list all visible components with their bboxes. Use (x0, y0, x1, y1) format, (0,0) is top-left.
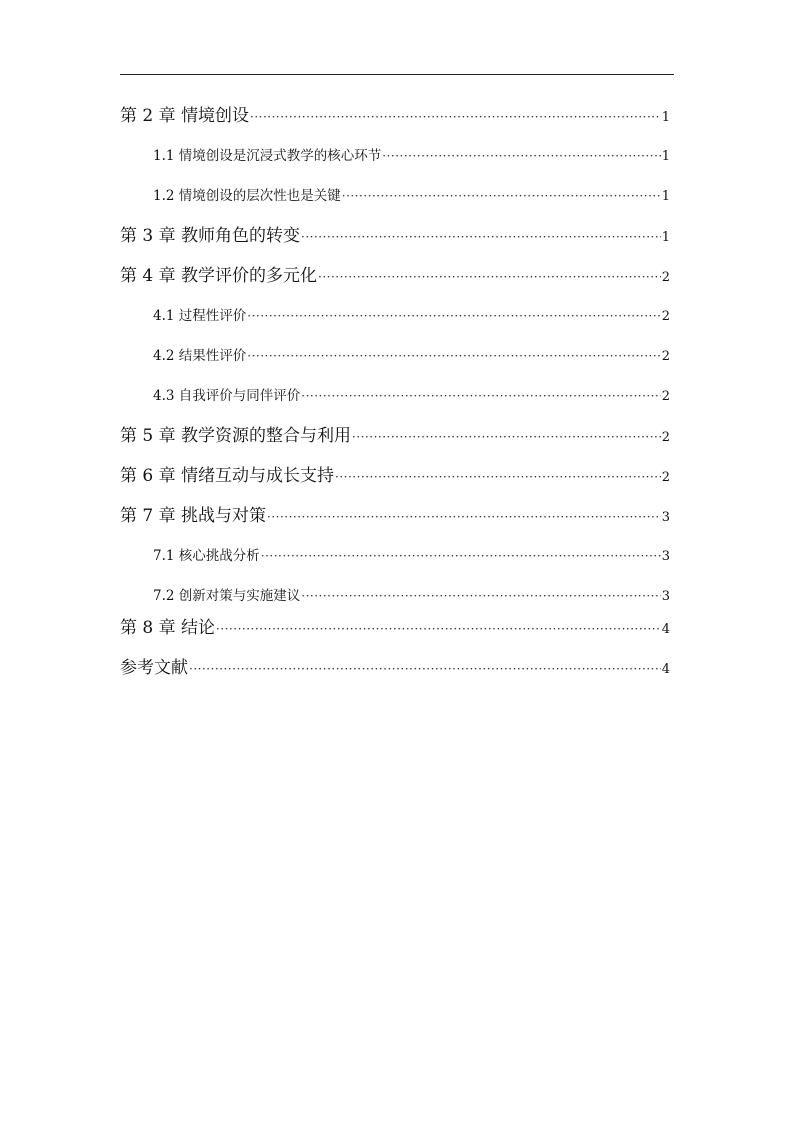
toc-dot-leader (261, 538, 661, 574)
toc-entry-label: 4.1 过程性评价 (153, 308, 247, 324)
toc-page-number: 2 (661, 470, 670, 485)
toc-page-number: 3 (661, 589, 670, 604)
toc-dot-leader (342, 178, 661, 214)
toc-entry-label: 1.1 情境创设是沉浸式教学的核心环节 (153, 148, 382, 164)
toc-page-number: 3 (661, 549, 670, 564)
toc-entry-label: 4.3 自我评价与同伴评价 (153, 388, 301, 404)
toc-dot-leader (318, 259, 661, 295)
toc-dot-leader (247, 298, 660, 334)
toc-entry-label: 第 3 章 教师角色的转变 (120, 226, 301, 246)
toc-page-number: 2 (661, 270, 670, 285)
toc-entry-chapter-7[interactable] (120, 498, 670, 538)
toc-entry-label: 7.1 核心挑战分析 (153, 548, 260, 564)
toc-entry-section-7-2[interactable] (120, 578, 670, 610)
toc-page-number: 1 (661, 189, 670, 204)
toc-entry-chapter-5[interactable] (120, 418, 670, 458)
header-rule (120, 74, 674, 75)
toc-page-number: 2 (661, 430, 670, 445)
table-of-contents (120, 98, 670, 690)
toc-entry-label: 1.2 情境创设的层次性也是关键 (153, 188, 341, 204)
toc-dot-leader (352, 419, 661, 455)
toc-entry-label: 第 5 章 教学资源的整合与利用 (120, 426, 352, 446)
toc-page-number: 2 (661, 389, 670, 404)
toc-entry-chapter-2[interactable] (120, 98, 670, 138)
toc-entry-chapter-6[interactable] (120, 458, 670, 498)
toc-entry-section-7-1[interactable] (120, 538, 670, 578)
toc-page-number: 3 (661, 510, 670, 525)
toc-dot-leader (301, 578, 660, 610)
toc-entry-section-4-3[interactable] (120, 378, 670, 418)
toc-entry-section-4-1[interactable] (120, 298, 670, 338)
toc-entry-chapter-3[interactable] (120, 218, 670, 258)
toc-entry-label: 7.2 创新对策与实施建议 (153, 588, 301, 604)
toc-dot-leader (335, 459, 661, 495)
toc-page-number: 2 (661, 309, 670, 324)
toc-dot-leader (301, 378, 660, 414)
toc-entry-chapter-4[interactable] (120, 258, 670, 298)
toc-page-number: 1 (661, 149, 670, 164)
toc-page-number: 4 (661, 662, 670, 677)
toc-dot-leader (216, 611, 661, 647)
toc-page-number: 2 (661, 349, 670, 364)
toc-dot-leader (189, 651, 661, 687)
toc-dot-leader (247, 338, 660, 374)
toc-dot-leader (250, 99, 661, 135)
toc-page-number: 4 (661, 622, 670, 637)
toc-entry-label: 参考文献 (120, 658, 188, 678)
toc-entry-label: 第 7 章 挑战与对策 (120, 506, 267, 526)
toc-entry-chapter-8[interactable] (120, 610, 670, 650)
toc-entry-label: 第 2 章 情境创设 (120, 106, 250, 126)
toc-entry-section-4-2[interactable] (120, 338, 670, 378)
toc-entry-section-1-2[interactable] (120, 178, 670, 218)
toc-dot-leader (382, 138, 660, 174)
toc-entry-label: 第 4 章 教学评价的多元化 (120, 266, 318, 286)
toc-entry-section-1-1[interactable] (120, 138, 670, 178)
toc-page-number: 1 (661, 230, 670, 245)
toc-page-number: 1 (661, 110, 670, 125)
toc-dot-leader (301, 219, 661, 255)
toc-entry-label: 4.2 结果性评价 (153, 348, 247, 364)
toc-dot-leader (267, 499, 661, 535)
toc-entry-references[interactable] (120, 650, 670, 690)
toc-entry-label: 第 6 章 情绪互动与成长支持 (120, 466, 335, 486)
toc-entry-label: 第 8 章 结论 (120, 618, 216, 638)
